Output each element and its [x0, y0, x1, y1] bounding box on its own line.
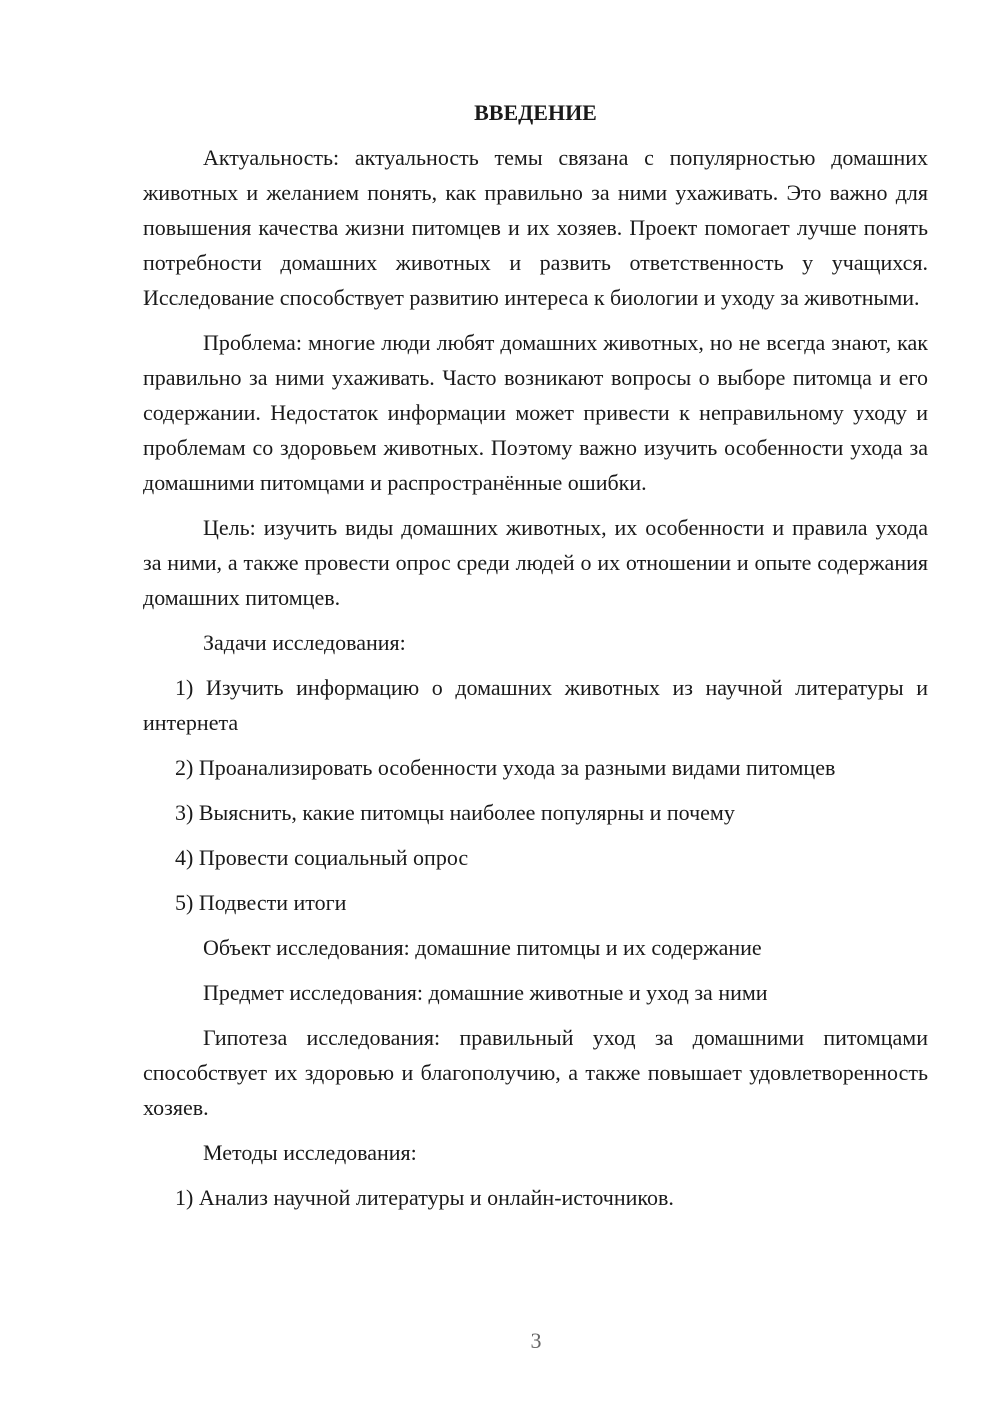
task-item-3: 3) Выяснить, какие питомцы наиболее популярны и почему — [175, 800, 735, 825]
tasks-heading: Задачи исследования: — [203, 630, 406, 655]
page-content — [143, 95, 928, 1225]
goal-paragraph: Цель: изучить виды домашних животных, их особенности и правила ухода за ними, а также провести опрос среди людей о их отношении и опыте содержания домашних питомцев. — [143, 515, 928, 610]
task-item-1: 1) Изучить информацию о домашних животных из научной литературы и интернета — [143, 675, 928, 735]
method-item-1: 1) Анализ научной литературы и онлайн-источников. — [175, 1185, 674, 1210]
methods-heading: Методы исследования: — [203, 1140, 417, 1165]
task-item-2: 2) Проанализировать особенности ухода за разными видами питомцев — [175, 755, 836, 780]
problem-paragraph: Проблема: многие люди любят домашних животных, но не всегда знают, как правильно за ними ухаживать. Часто возникают вопросы о выборе питомца и его содержании. Недостаток информации может привести к неправильному уходу и проблемам со здоровьем животных. Поэтому важно изучить особенности ухода за домашними питомцами и распространённые ошибки. — [143, 330, 928, 495]
hypothesis-paragraph: Гипотеза исследования: правильный уход за домашними питомцами способствует их здоровью и благополучию, а также повышает удовлетворенность хозяев. — [143, 1025, 928, 1120]
object-line: Объект исследования: домашние питомцы и их содержание — [203, 935, 762, 960]
task-item-5: 5) Подвести итоги — [175, 890, 347, 915]
page-number: 3 — [530, 1328, 542, 1353]
subject-line: Предмет исследования: домашние животные и уход за ними — [203, 980, 768, 1005]
task-item-4: 4) Провести социальный опрос — [175, 845, 469, 870]
relevance-paragraph: Актуальность: актуальность темы связана с популярностью домашних животных и желанием понять, как правильно за ними ухаживать. Это важно для повышения качества жизни питомцев и их хозяев. Проект помогает лучше понять потребности домашних животных и развить ответственность у учащихся. Исследование способствует развитию интереса к биологии и уходу за животными. — [143, 145, 928, 310]
section-title: ВВЕДЕНИЕ — [474, 100, 597, 125]
